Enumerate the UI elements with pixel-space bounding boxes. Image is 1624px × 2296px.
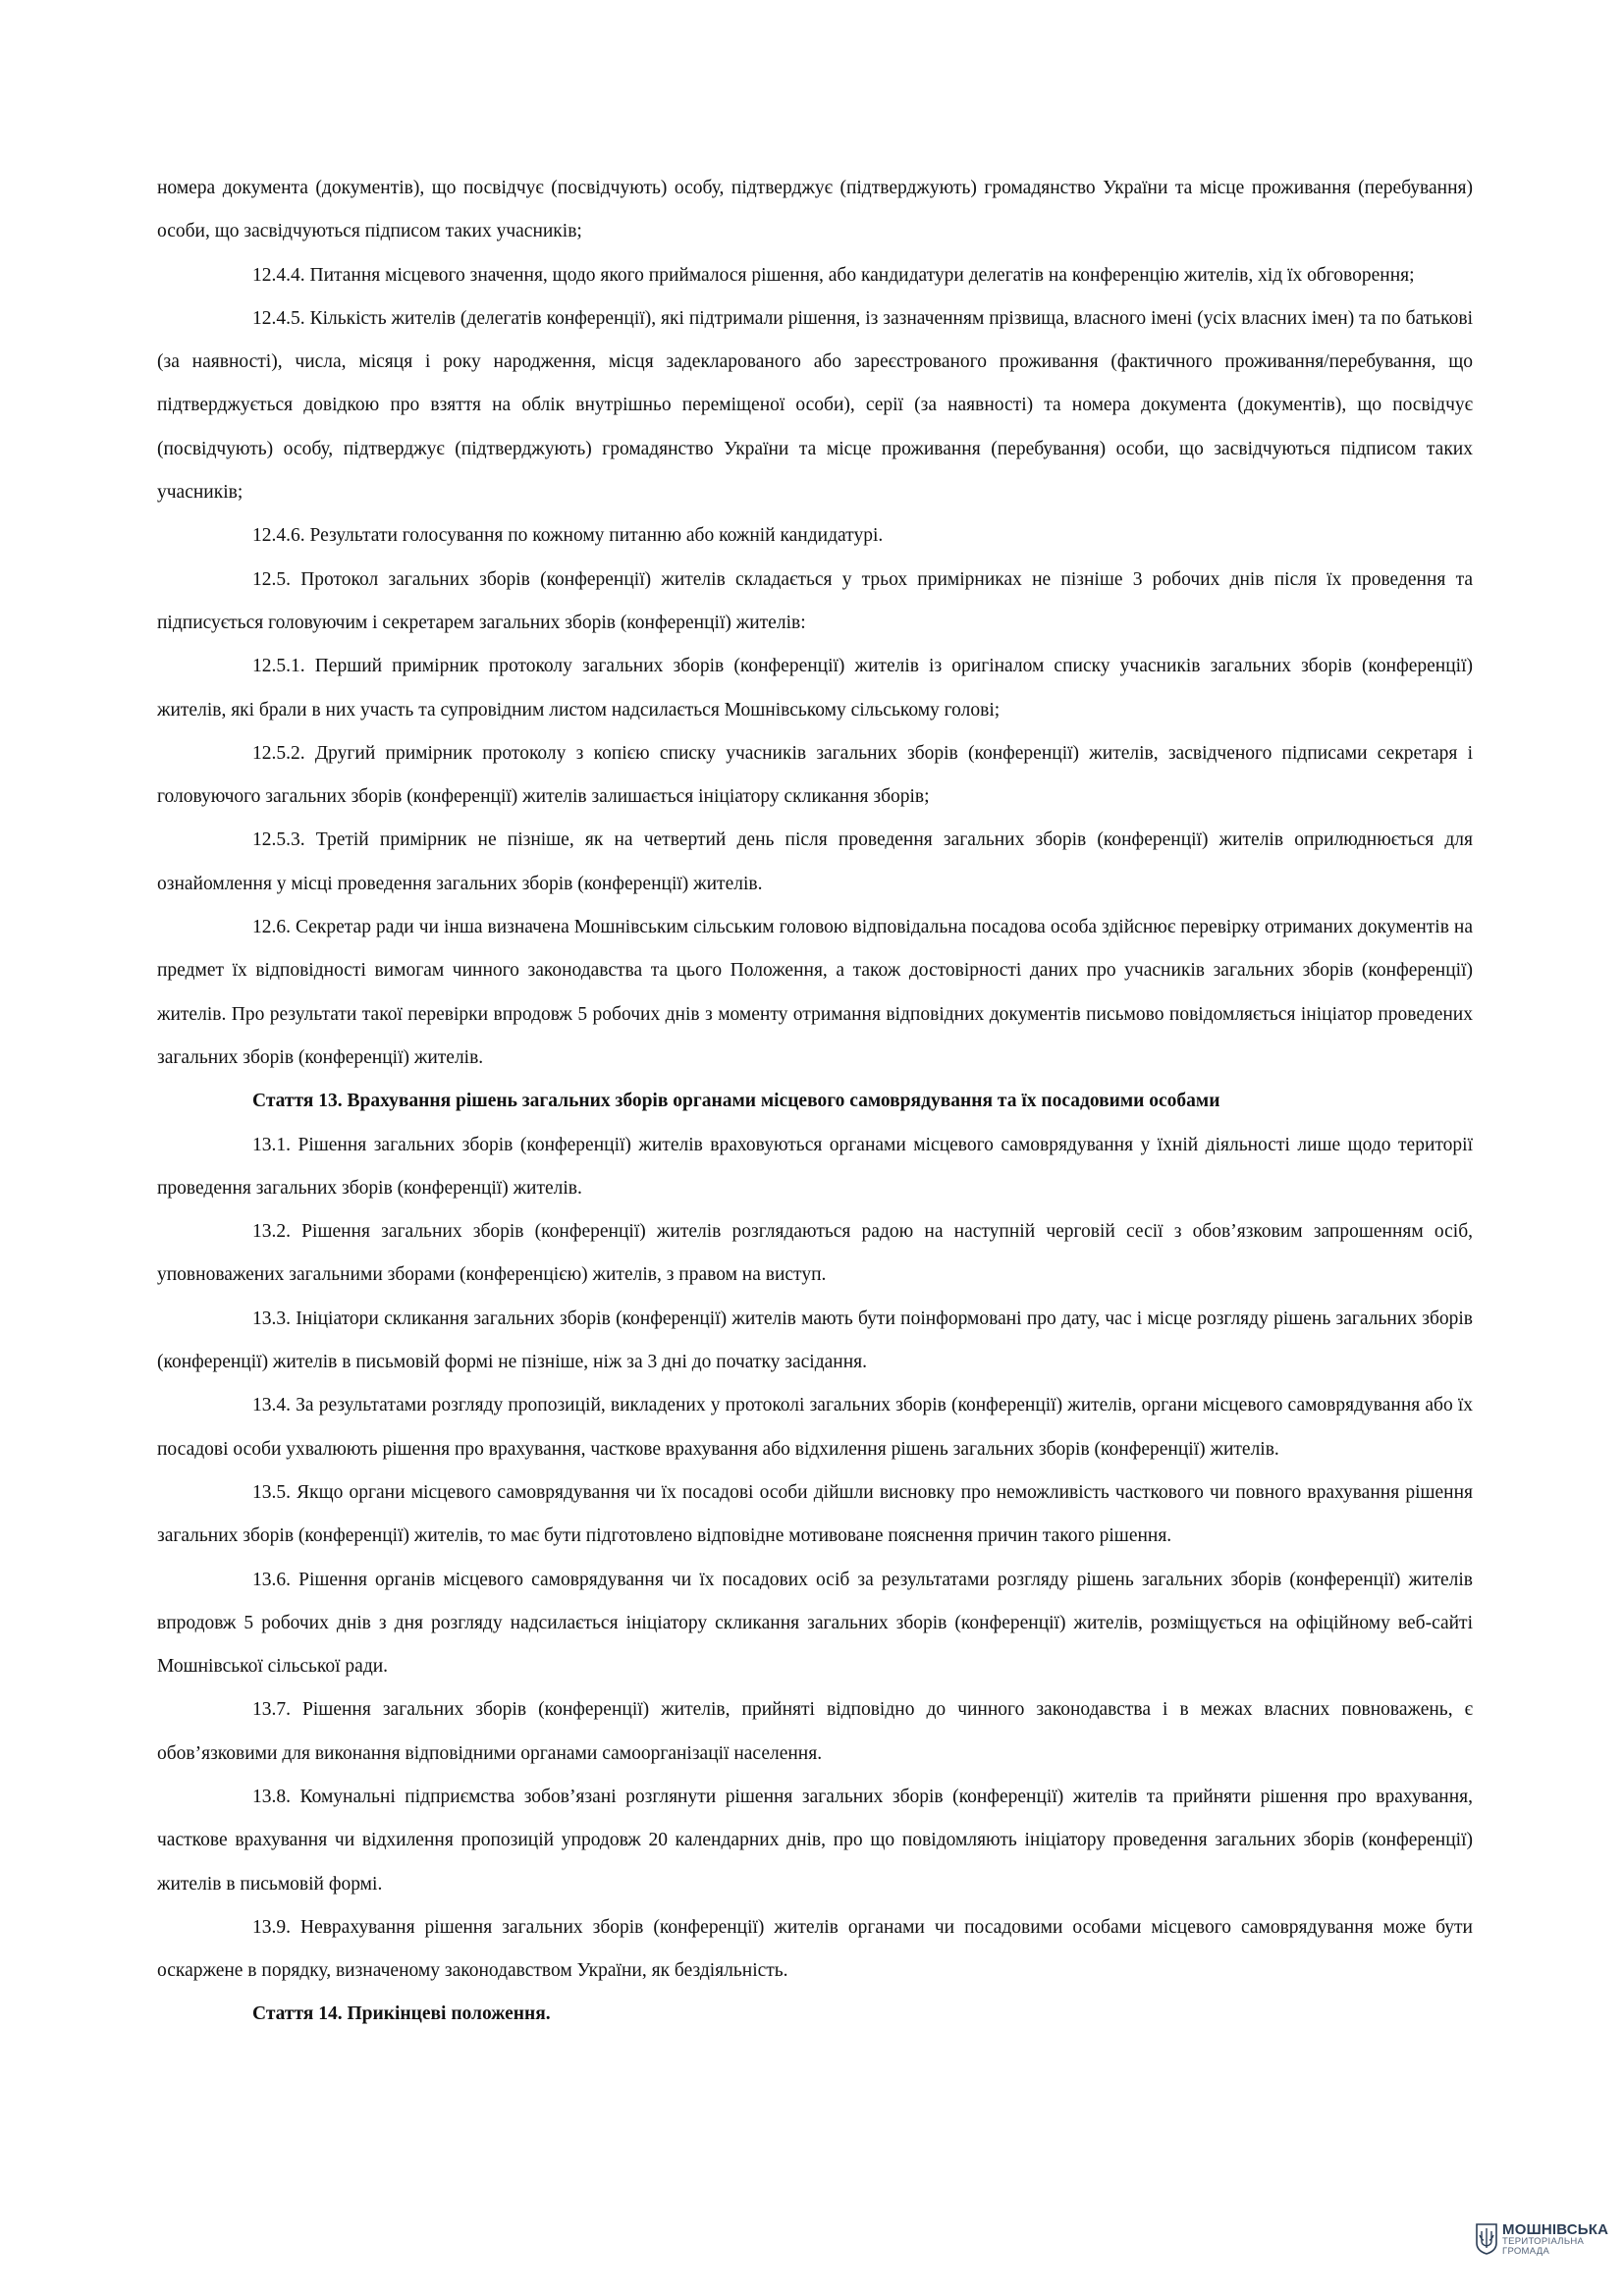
paragraph-continuation: номера документа (документів), що посвідчує (посвідчують) особу, підтверджує (підтверджують) громадянство України та місце проживання (перебування) особи, що засвідчуються підписом таких учасників; <box>157 178 1473 242</box>
paragraph-12-6: 12.6. Секретар ради чи інша визначена Мошнівським сільським головою відповідальна посадова особа здійснює перевірку отриманих документів на предмет їх відповідності вимогам чинного законодавства та цього Положення, а також достовірності даних про учасників загальних зборів (конференції) жителів. Про результати такої перевірки впродовж 5 робочих днів з моменту отримання відповідних документів письмово повідомляється ініціатор проведених загальних зборів (конференції) жителів. <box>157 917 1473 1068</box>
paragraph-13-8: 13.8. Комунальні підприємства зобов’язані розглянути рішення загальних зборів (конференції) жителів та прийняти рішення про врахування, часткове врахування чи відхилення пропозицій упродовж 20 календарних днів, про що повідомляють ініціатору проведення загальних зборів (конференції) жителів в письмовій формі. <box>157 1786 1473 1895</box>
community-logo <box>1476 2215 1613 2264</box>
paragraph-13-4: 13.4. За результатами розгляду пропозицій, викладених у протоколі загальних зборів (конференції) жителів, органи місцевого самоврядування або їх посадові особи ухвалюють рішення про врахування, часткове врахування або відхилення рішень загальних зборів (конференції) жителів. <box>157 1395 1473 1460</box>
paragraph-12-4-5: 12.4.5. Кількість жителів (делегатів конференції), які підтримали рішення, із зазначенням прізвища, власного імені (усіх власних імен) та по батькові (за наявності), числа, місяця і року народження, місця задекларованого або зареєстрованого проживання (фактичного проживання/перебування, що підтверджується довідкою про взяття на облік внутрішньо переміщеної особи), серії (за наявності) та номера документа (документів), що посвідчує (посвідчують) особу, підтверджує (підтверджують) громадянство України та місце проживання (перебування) особи, що засвідчуються підписом таких учасників; <box>157 307 1473 504</box>
paragraph-13-1: 13.1. Рішення загальних зборів (конференції) жителів враховуються органами місцевого самоврядування у їхній діяльності лише щодо території проведення загальних зборів (конференції) жителів. <box>157 1134 1473 1199</box>
paragraph-12-5: 12.5. Протокол загальних зборів (конференції) жителів складається у трьох примірниках не пізніше 3 робочих днів після їх проведення та підписується головуючим і секретарем загальних зборів (конференції) жителів: <box>157 568 1473 633</box>
article-14-heading: Стаття 14. Прикінцеві положення. <box>252 2003 551 2025</box>
paragraph-12-5-1: 12.5.1. Перший примірник протоколу загальних зборів (конференції) жителів із оригіналом списку учасників загальних зборів (конференції) жителів, які брали в них участь та супровідним листом надсилається Мошнівському сільському голові; <box>157 656 1473 721</box>
paragraph-13-7: 13.7. Рішення загальних зборів (конференції) жителів, прийняті відповідно до чинного законодавства і в межах власних повноважень, є обов’язковими для виконання відповідними органами самоорганізації населення. <box>157 1699 1473 1764</box>
logo-title: МОШНІВСЬКА <box>1502 2221 1609 2238</box>
logo-subtitle-2: ГРОМАДА <box>1502 2245 1550 2257</box>
paragraph-12-5-3: 12.5.3. Третій примірник не пізніше, як на четвертий день після проведення загальних зборів (конференції) жителів оприлюднюється для ознайомлення у місці проведення загальних зборів (конференції) жителів. <box>157 829 1473 894</box>
paragraph-12-4-6: 12.4.6. Результати голосування по кожному питанню або кожній кандидатурі. <box>252 525 884 547</box>
paragraph-13-5: 13.5. Якщо органи місцевого самоврядування чи їх посадові особи дійшли висновку про неможливість часткового чи повного врахування рішення загальних зборів (конференції) жителів, то має бути підготовлено відповідне мотивоване пояснення причин такого рішення. <box>157 1481 1473 1547</box>
paragraph-12-4-4: 12.4.4. Питання місцевого значення, щодо якого приймалося рішення, або кандидатури делегатів на конференцію жителів, хід їх обговорення; <box>252 264 1415 286</box>
logo-subtitle: ТЕРИТОРІАЛЬНА <box>1502 2236 1585 2247</box>
paragraph-13-9: 13.9. Неврахування рішення загальних зборів (конференції) жителів органами чи посадовими особами місцевого самоврядування може бути оскаржене в порядку, визначеному законодавством України, як бездіяльність. <box>157 1916 1473 1982</box>
trident-emblem-icon <box>1476 2223 1497 2255</box>
article-13-heading: Стаття 13. Врахування рішень загальних зборів органами місцевого самоврядування та їх посадовими особами <box>252 1091 1220 1112</box>
paragraph-13-3: 13.3. Ініціатори скликання загальних зборів (конференції) жителів мають бути поінформовані про дату, час і місце розгляду рішень загальних зборів (конференції) жителів в письмовій формі не пізніше, ніж за 3 дні до початку засідання. <box>157 1308 1473 1373</box>
paragraph-12-5-2: 12.5.2. Другий примірник протоколу з копією списку учасників загальних зборів (конференції) жителів, засвідченого підписами секретаря і головуючого загальних зборів (конференції) жителів залишається ініціатору скликання зборів; <box>157 742 1473 808</box>
paragraph-13-2: 13.2. Рішення загальних зборів (конференції) жителів розглядаються радою на наступній черговій сесії з обов’язковим запрошенням осіб, уповноважених загальними зборами (конференцією) жителів, з правом на виступ. <box>157 1221 1473 1286</box>
paragraph-13-6: 13.6. Рішення органів місцевого самоврядування чи їх посадових осіб за результатами розгляду рішень загальних зборів (конференції) жителів впродовж 5 робочих днів з дня розгляду надсилається ініціатору скликання загальних зборів (конференції) жителів, розміщується на офіційному веб-сайті Мошнівської сільської ради. <box>157 1569 1473 1678</box>
document-page <box>157 167 1473 2037</box>
